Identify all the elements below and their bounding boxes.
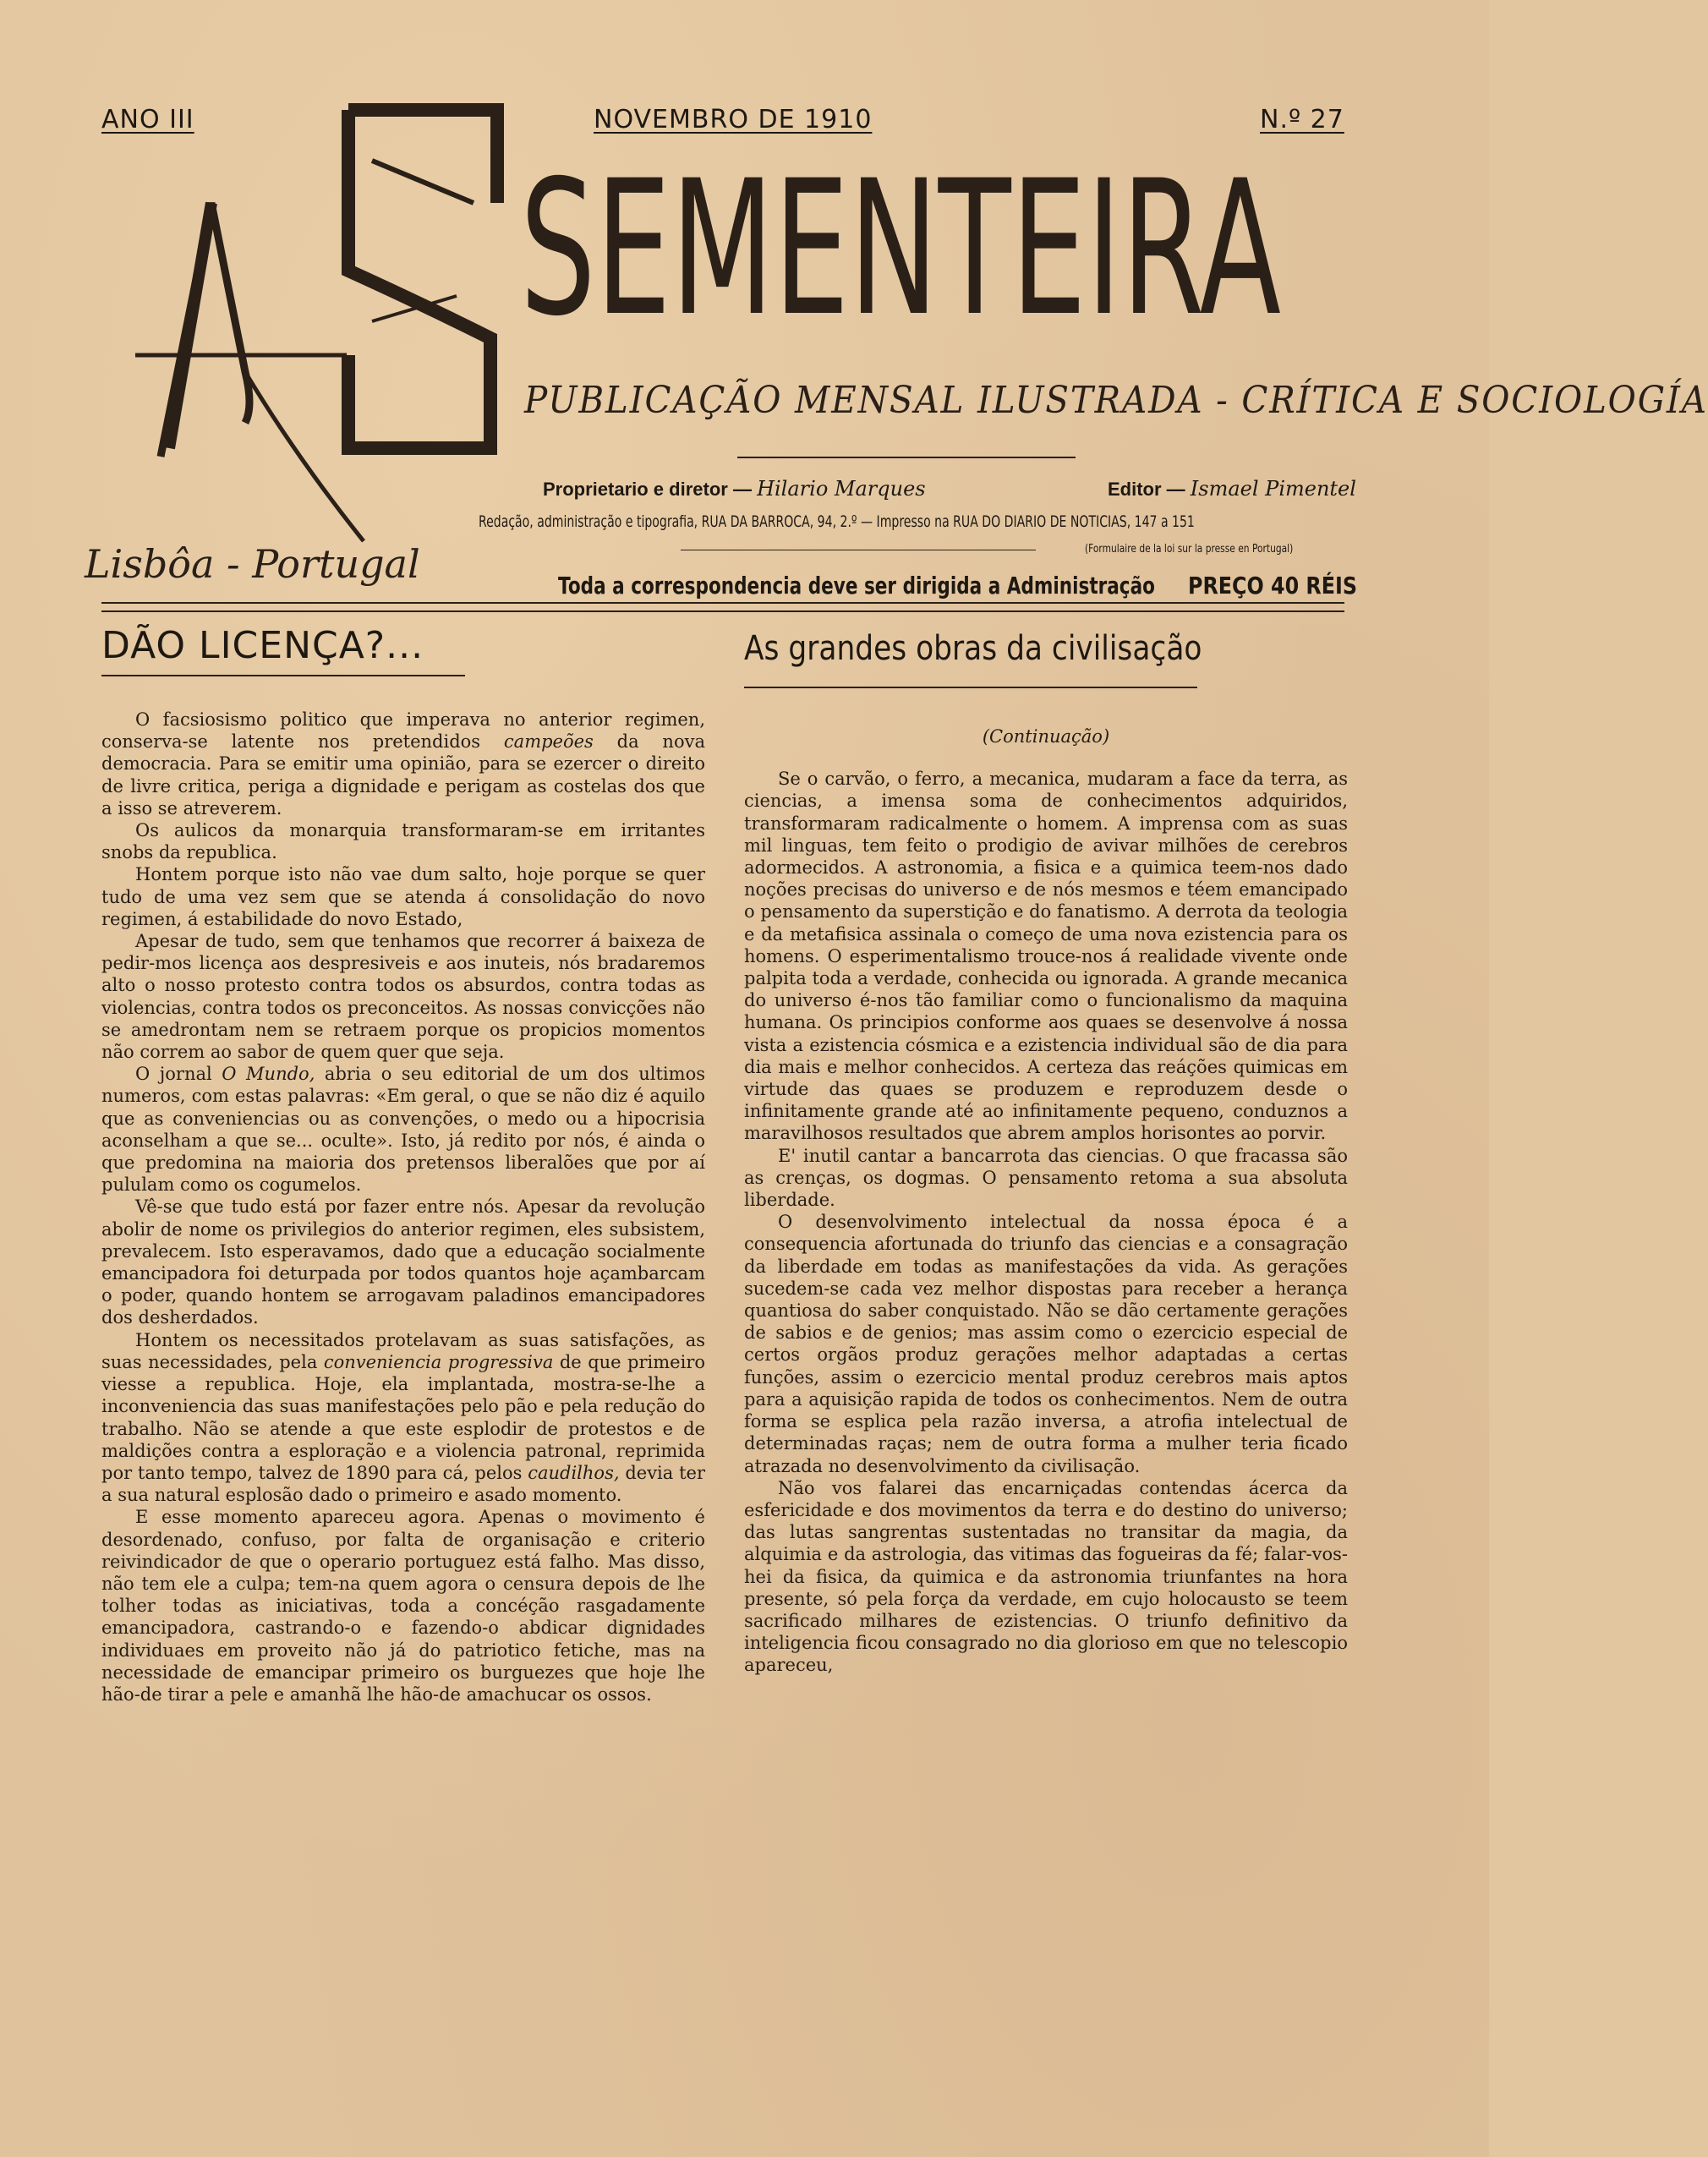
masthead-subtitle: PUBLICAÇÃO MENSAL ILUSTRADA - CRÍTICA E SOCIOLOGÍA bbox=[524, 379, 1708, 422]
owner-line bbox=[543, 477, 926, 501]
paragraph: Não vos falarei das encarniçadas contendas ácerca da esfericidade e dos movimentos da terra e do destino do universo; das lutas sangrentas sustentadas no transitar da magia, da alquimia e da astrologia, das vitimas das fogueiras da fé; falar-vos-hei da fisica, da quimica e da astronomia triunfantes na hora presente, só pela força da verdade, em cujo holocausto se teem sacrificado milhares de ezistencias. O triunfo definitivo da inteligencia ficou consagrado no dia glorioso em que no telescopio apareceu, bbox=[744, 1477, 1348, 1676]
masthead-logo bbox=[118, 101, 1319, 575]
right-article-body bbox=[744, 725, 1348, 1677]
subtitle-rule bbox=[737, 457, 1076, 458]
masthead-title: SEMENTEIRA bbox=[520, 140, 1281, 357]
paragraph: Se o carvão, o ferro, a mecanica, mudaram a face da terra, as ciencias, a imensa soma de conhecimentos adquiridos, transformaram radicalmente o homem. A imprensa com as suas mil linguas, tem feito o prodigio de avivar milhões de cerebros adormecidos. A astronomia, a fisica e a quimica teem-nos dado noções precisas do universo e de nós mesmos e téem emancipado o pensamento da superstição e do fanatismo. A derrota da teologia e da metafisica assinala o começo de uma nova ezistencia para os homens. O esperimentalismo trouce-nos á realidade vivente onde palpita toda a verdade, conhecida ou ignorada. A grande mecanica do universo é-nos tão familiar como o funcionalismo da maquina humana. Os principios conforme aos quaes se desenvolve á nossa vista a ezistencia cósmica e a ezistencia individual são de dia para dia mais e melhor conhecidos. A certeza das reáções quimicas em virtude das quaes se produzem e reproduzem desde o infinitamente grande até ao infinitamente pequeno, conduznos a maravilhosos resultados que abrem amplos horisontes ao porvir. bbox=[744, 769, 1348, 1144]
right-title-rule bbox=[744, 687, 1197, 688]
owner-label: Proprietario e diretor — bbox=[543, 479, 752, 500]
place-name: Lisbôa - Portugal bbox=[85, 541, 420, 587]
paragraph: Vê-se que tudo está por fazer entre nós. Apesar da revolução abolir de nome os privilegios do anterior regimen, eles subsistem, prevalecem. Isto esperavamos, dado que a educação socialmente emancipadora foi deturpada por todos quantos hoje açambarcam o poder, quando hontem se arrogavam paladinos emancipadores dos desherdados. bbox=[101, 1196, 705, 1328]
editor-label: Editor — bbox=[1108, 479, 1185, 500]
editor-line bbox=[1108, 477, 1356, 501]
paragraph: E esse momento apareceu agora. Apenas o movimento é desordenado, confuso, por falta de organisação e criterio reivindicador de que o operario portuguez está falho. Mas disso, não tem ele a culpa; tem-na quem agora o censura depois de lhe tolher todas as iniciativas, toda a concéção rasgadamente emancipadora, castrando-o e fazendo-o abdicar dignidades individuaes em proveito não já do patriotico fetiche, mas na necessidade de emancipar primeiro os burguezes que hoje lhe hão-de tirar a pele e amanhã lhe hão-de amachucar os ossos. bbox=[101, 1507, 705, 1705]
paragraph: Hontem os necessitados protelavam as suas satisfações, as suas necessidades, pela conveniencia progressiva de que primeiro viesse a republica. Hoje, ela implantada, mostra-se-lhe a inconveniencia das suas manifestações pelo pão e pela redução do trabalho. Não se atende a que este esplodir de protestos e de maldições contra a esploração e a violencia patronal, reprimida por tanto tempo, talvez de 1890 para cá, pelos caudilhos, devia ter a sua natural esplosão dado o primeiro e asado momento. bbox=[101, 1329, 705, 1506]
paragraph: E' inutil cantar a bancarrota das ciencias. O que fracassa são as crenças, os dogmas. O pensamento retoma a sua absoluta liberdade. bbox=[744, 1145, 1348, 1211]
owner-name: Hilario Marques bbox=[757, 477, 926, 501]
masthead-rule bbox=[101, 602, 1344, 612]
left-title-rule bbox=[101, 675, 465, 676]
letter-s-box bbox=[348, 110, 497, 448]
issue-date: NOVEMBRO DE 1910 bbox=[594, 105, 873, 134]
press-law-note: (Formulaire de la loi sur la presse en Portugal) bbox=[1085, 543, 1294, 556]
left-article-title: DÃO LICENÇA?... bbox=[101, 624, 424, 667]
right-article-title: As grandes obras da civilisação bbox=[744, 629, 1202, 668]
paragraph: O facsiosismo politico que imperava no anterior regimen, conserva-se latente nos pretendidos campeões da nova democracia. Para se emitir uma opinião, para se ezercer o direito de livre critica, periga a dignidade e perigam as costelas dos que a isso se atreverem. bbox=[101, 709, 705, 818]
paragraph: O jornal O Mundo, abria o seu editorial de um dos ultimos numeros, com estas palavras: «Em geral, o que se não diz é aquilo que as conveniencias ou as convenções, o medo ou a hipocrisia aconselham a que se... oculte». Isto, já redito por nós, é ainda o que predomina na maioria dos pretensos liberalões que por aí pululam como os cogumelos. bbox=[101, 1064, 705, 1196]
continuation-note: (Continuação) bbox=[982, 726, 1110, 747]
price: PREÇO 40 RÉIS bbox=[1188, 572, 1358, 599]
paragraph: Os aulicos da monarquia transformaram-se em irritantes snobs da republica. bbox=[101, 820, 705, 863]
issue-number: N.º 27 bbox=[1260, 105, 1344, 134]
issue-year: ANO III bbox=[101, 105, 194, 134]
paragraph: O desenvolvimento intelectual da nossa época é a consequencia afortunada do triunfo das ciencias e a consagração da liberdade em todas as manifestações da vida. As gerações sucedem-se cada vez melhor dispostas para receber a herança quantiosa do saber conquistado. Não se dão certamente gerações de sabios e de genios; mas assim como o ezercicio especial de certos orgãos produz gerações melhor adaptadas a certas funções, assim o ezercicio mental produz cerebros mais aptos para a aquisição rapida de todos os conhecimentos. Nem de outra forma se esplica pela razão inversa, a atrofia intelectual de determinadas raças; nem de outra forma a mulher teria ficado atrazada no desenvolvimento da civilisação. bbox=[744, 1212, 1348, 1476]
correspondence-note: Toda a correspondencia deve ser dirigida a Administração bbox=[558, 572, 1155, 599]
address-line: Redação, administração e tipografia, RUA DA BARROCA, 94, 2.º — Impresso na RUA DO DIARIO DE NOTICIAS, 147 a 151 bbox=[479, 512, 1195, 531]
letter-a-strokes bbox=[135, 203, 364, 541]
left-article-body bbox=[101, 709, 705, 1705]
editor-name: Ismael Pimentel bbox=[1190, 477, 1356, 501]
paragraph: Apesar de tudo, sem que tenhamos que recorrer á baixeza de pedir-mos licença aos despresiveis e aos inuteis, nós bradaremos alto o nosso protesto contra todos os absurdos, contra todas as violencias, contra todos os preconceitos. As nossas convicções não se amedrontam nem se retraem porque os propicios momentos não correm ao sabor de quem quer que seja. bbox=[101, 931, 705, 1063]
paragraph: Hontem porque isto não vae dum salto, hoje porque se quer tudo de uma vez sem que se atenda á consolidação do novo regimen, á estabilidade do novo Estado, bbox=[101, 864, 705, 929]
